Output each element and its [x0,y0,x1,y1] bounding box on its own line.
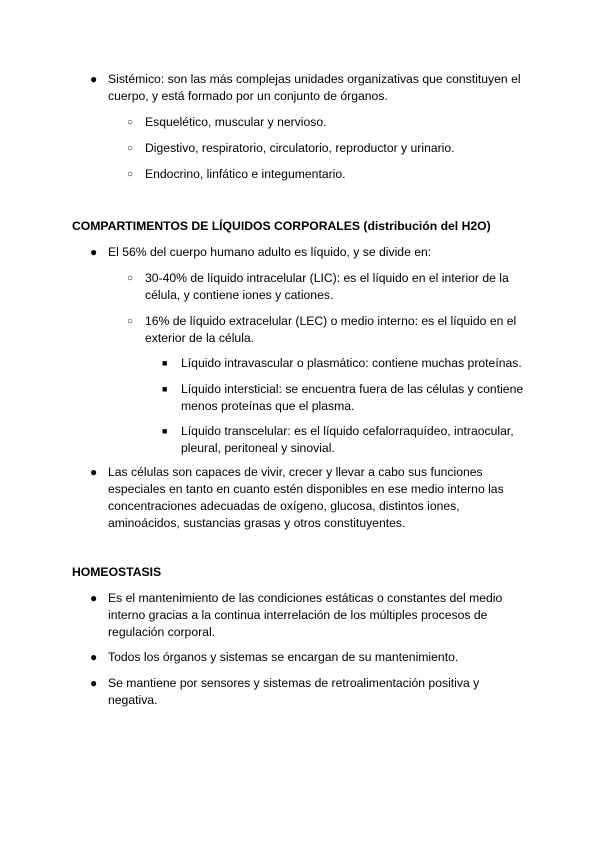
list-item [127,166,528,183]
list-item [90,590,528,641]
list-item-text: Líquido transcelular: es el líquido cefalorraquídeo, intraocular, pleural, peritoneal y sinovial. [181,424,514,455]
bullet-disc-icon: ● [90,591,98,605]
list-item-text: Las células son capaces de vivir, crecer y llevar a cabo sus funciones especiales en tanto en cuanto estén disponibles en ese medio interno las concentraciones adecuadas de oxígeno, glucosa, distintos iones, aminoácidos, sustancias grasas y otros constituyentes. [108,465,504,530]
list-item [90,649,528,666]
list-item-text: Líquido intersticial: se encuentra fuera de las células y contiene menos proteínas que el plasma. [181,382,524,413]
bullet-disc-icon: ● [90,72,98,86]
list-item [90,464,528,532]
bullet-circle-icon: ○ [127,143,134,154]
list-item [162,355,528,372]
list-item-text: Se mantiene por sensores y sistemas de retroalimentación positiva y negativa. [108,676,480,707]
list-item-text: Sistémico: son las más complejas unidades organizativas que constituyen el cuerpo, y está formado por un conjunto de órganos. [108,72,521,103]
list-item [127,114,528,131]
list-item [127,140,528,157]
bullet-disc-icon: ● [90,650,98,664]
list-item-text: Líquido intravascular o plasmático: contiene muchas proteínas. [181,356,522,370]
section-heading: HOMEOSTASIS [72,565,162,579]
list-item-text: El 56% del cuerpo humano adulto es líquido, y se divide en: [108,245,432,259]
list-item [127,270,528,304]
bullet-square-icon: ■ [162,426,168,436]
bullet-circle-icon: ○ [127,169,134,180]
list-item-text: 16% de líquido extracelular (LEC) o medio interno: es el líquido en el exterior de la célula. [145,314,517,345]
list-item [90,71,528,105]
list-item [90,675,528,709]
list-item [90,244,528,261]
bullet-disc-icon: ● [90,465,98,479]
list-item-text: 30-40% de líquido intracelular (LIC): es el líquido en el interior de la célula, y contiene iones y cationes. [145,271,509,302]
list-item-text: Digestivo, respiratorio, circulatorio, reproductor y urinario. [145,141,455,155]
bullet-circle-icon: ○ [127,273,134,284]
list-item-text: Endocrino, linfático e integumentario. [145,167,346,181]
bullet-disc-icon: ● [90,676,98,690]
section-heading: COMPARTIMENTOS DE LÍQUIDOS CORPORALES (distribución del H2O) [72,219,491,233]
list-item [162,423,528,457]
bullet-square-icon: ■ [162,384,168,394]
list-item [162,381,528,415]
bullet-square-icon: ■ [162,358,168,368]
list-item-text: Todos los órganos y sistemas se encargan de su mantenimiento. [108,650,459,664]
bullet-circle-icon: ○ [127,117,134,128]
bullet-circle-icon: ○ [127,316,134,327]
list-item [127,313,528,347]
bullet-disc-icon: ● [90,245,98,259]
list-item-text: Es el mantenimiento de las condiciones estáticas o constantes del medio interno gracias a la continua interrelación de los múltiples procesos de regulación corporal. [108,591,503,639]
list-item-text: Esquelético, muscular y nervioso. [145,115,327,129]
